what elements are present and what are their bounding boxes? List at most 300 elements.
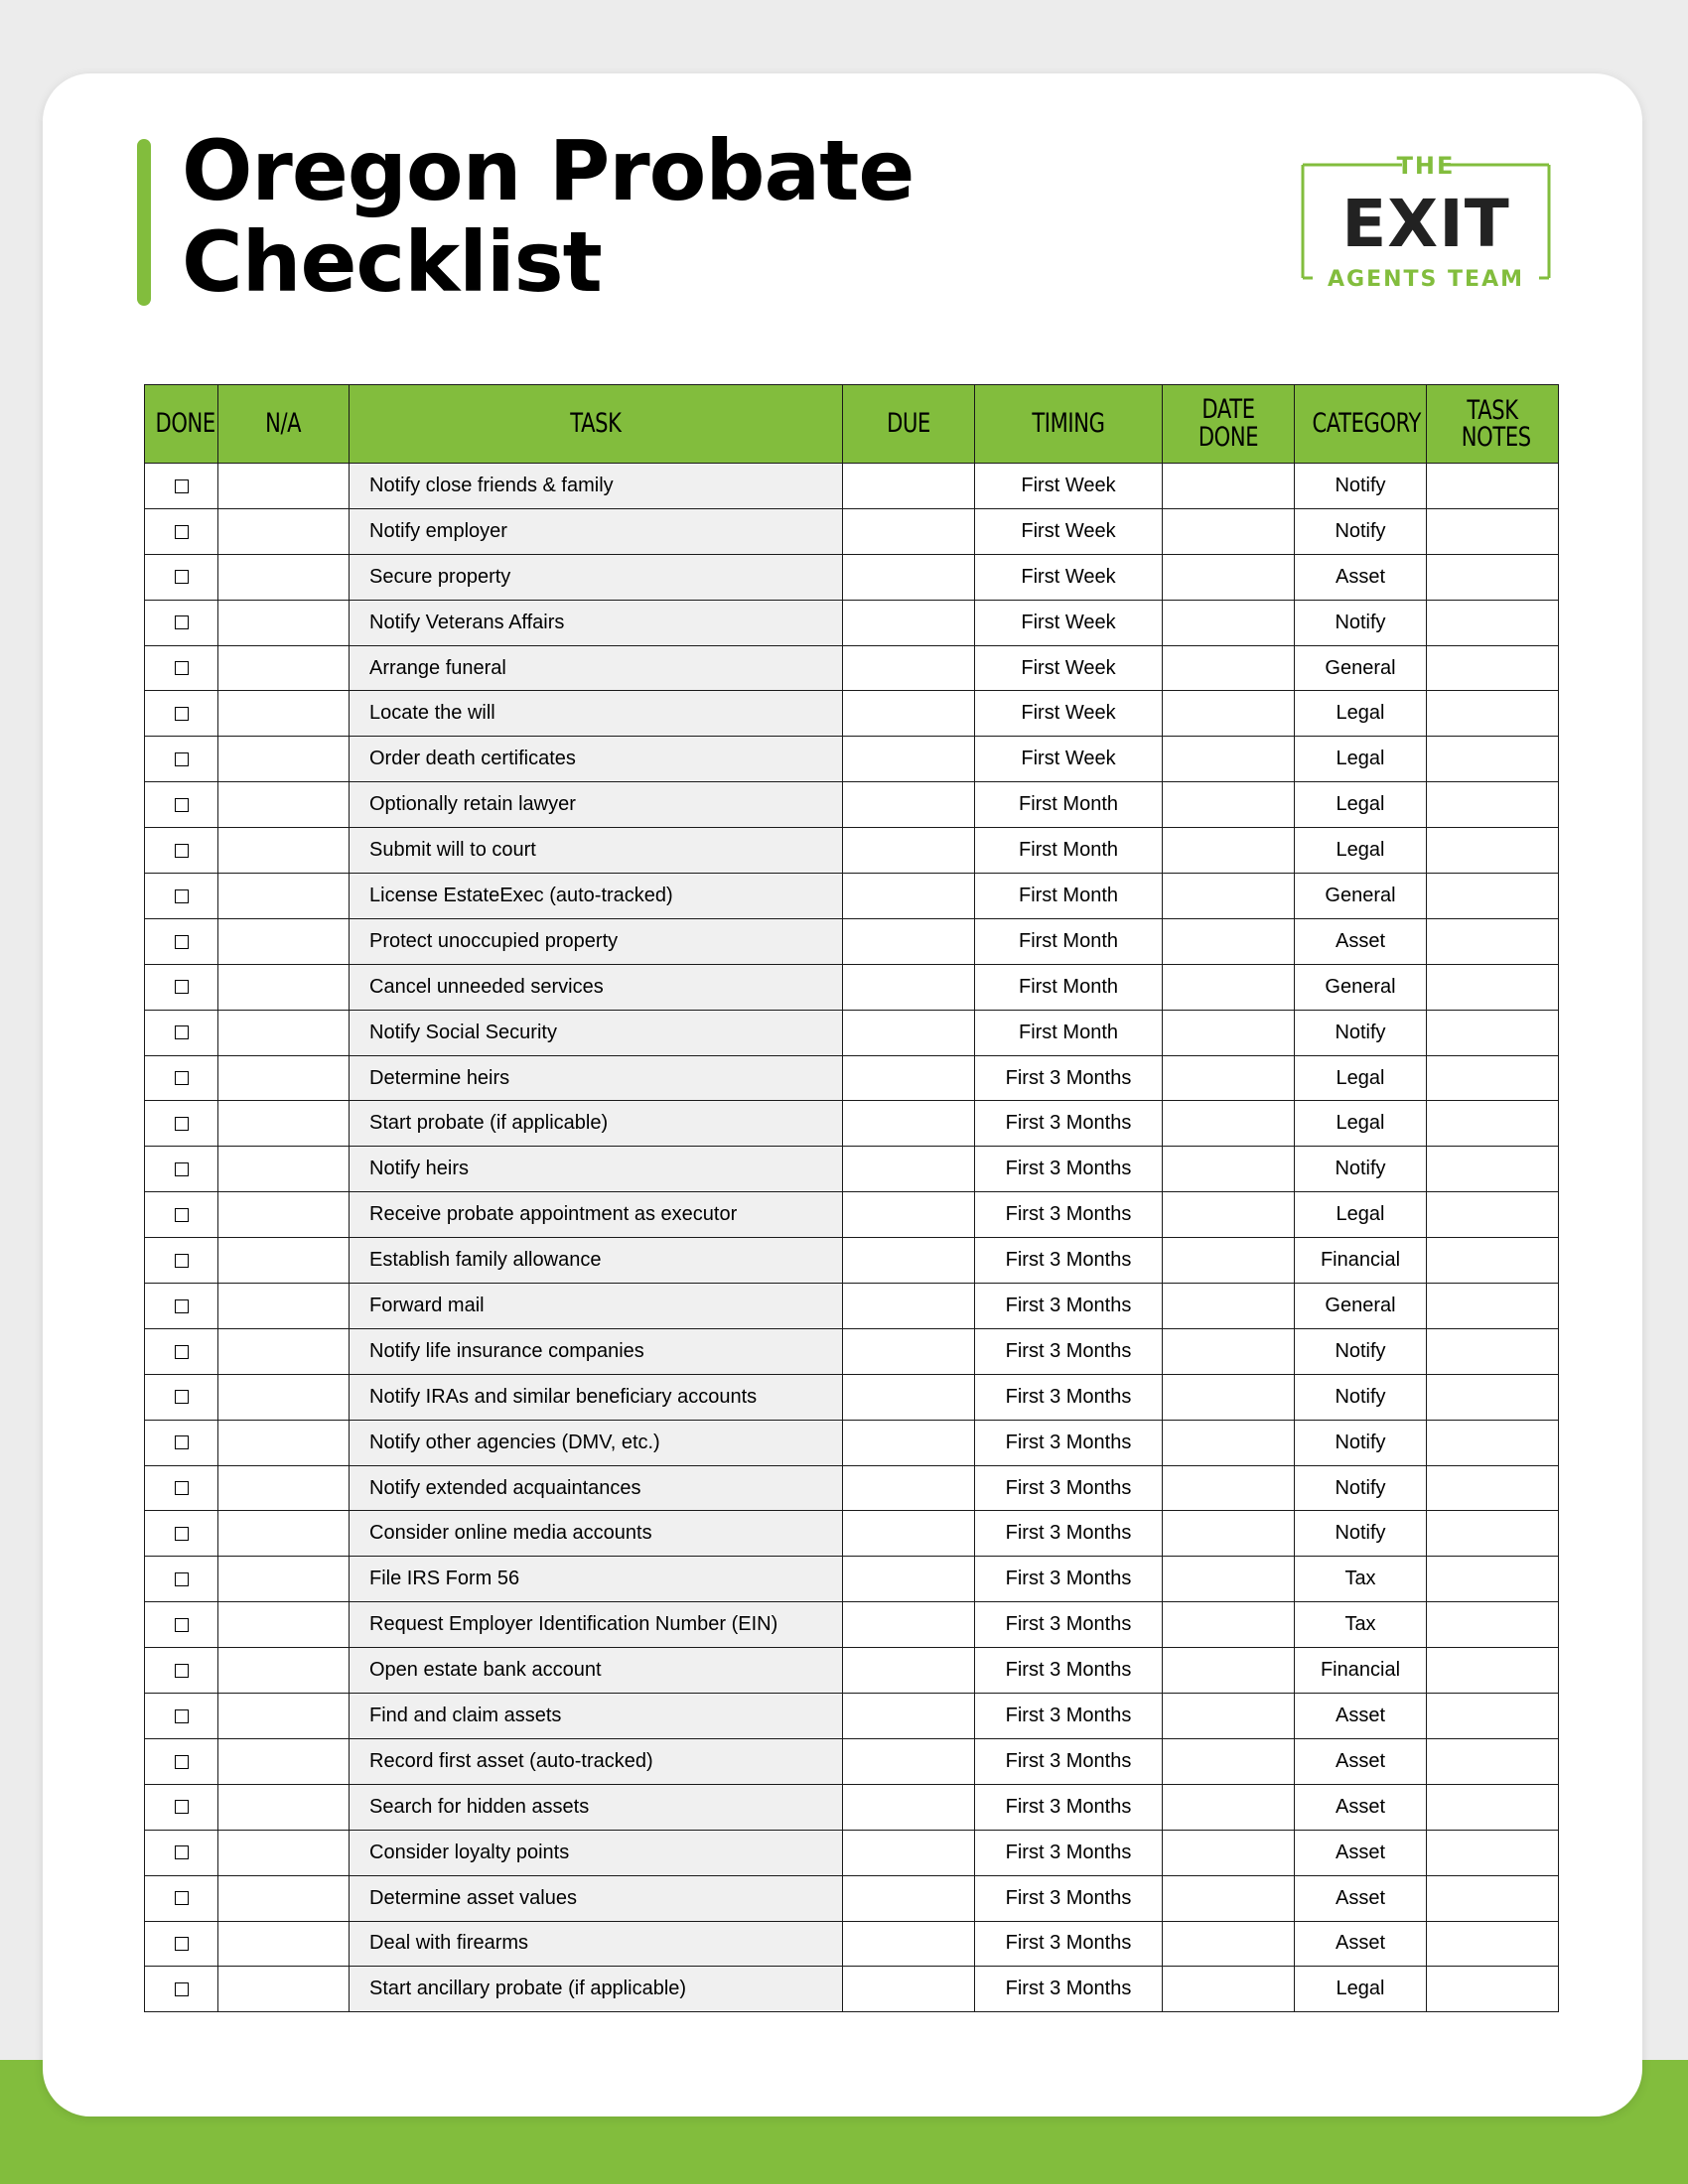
task-notes-cell[interactable] bbox=[1427, 1511, 1559, 1557]
category-cell: Tax bbox=[1295, 1557, 1427, 1602]
date-done-cell[interactable] bbox=[1163, 554, 1295, 600]
due-cell[interactable] bbox=[843, 918, 975, 964]
done-cell[interactable] bbox=[145, 1101, 218, 1147]
due-cell[interactable] bbox=[843, 1875, 975, 1921]
task-notes-cell[interactable] bbox=[1427, 1010, 1559, 1055]
probate-checklist-table bbox=[144, 384, 1559, 2012]
table-row bbox=[145, 1147, 1559, 1192]
na-cell[interactable] bbox=[218, 1238, 350, 1284]
table-row bbox=[145, 1738, 1559, 1784]
task-notes-cell[interactable] bbox=[1427, 1602, 1559, 1648]
done-cell[interactable] bbox=[145, 1010, 218, 1055]
na-cell[interactable] bbox=[218, 1192, 350, 1238]
done-cell[interactable] bbox=[145, 691, 218, 737]
due-cell[interactable] bbox=[843, 1010, 975, 1055]
due-cell[interactable] bbox=[843, 1192, 975, 1238]
due-cell[interactable] bbox=[843, 691, 975, 737]
timing-cell: First 3 Months bbox=[975, 1147, 1163, 1192]
category-cell: General bbox=[1295, 874, 1427, 919]
na-cell[interactable] bbox=[218, 1010, 350, 1055]
category-cell: Legal bbox=[1295, 691, 1427, 737]
timing-cell: First Month bbox=[975, 782, 1163, 828]
task-cell: Establish family allowance bbox=[350, 1238, 843, 1284]
na-cell[interactable] bbox=[218, 1921, 350, 1967]
due-cell[interactable] bbox=[843, 1738, 975, 1784]
na-cell[interactable] bbox=[218, 1284, 350, 1329]
na-cell[interactable] bbox=[218, 1465, 350, 1511]
date-done-cell[interactable] bbox=[1163, 1374, 1295, 1420]
na-cell[interactable] bbox=[218, 554, 350, 600]
task-notes-cell[interactable] bbox=[1427, 1784, 1559, 1830]
done-checkbox[interactable] bbox=[175, 1025, 189, 1039]
task-cell: Notify other agencies (DMV, etc.) bbox=[350, 1420, 843, 1465]
na-cell[interactable] bbox=[218, 918, 350, 964]
table-row bbox=[145, 1875, 1559, 1921]
done-cell[interactable] bbox=[145, 1284, 218, 1329]
task-cell: Order death certificates bbox=[350, 737, 843, 782]
table-row bbox=[145, 828, 1559, 874]
date-done-cell[interactable] bbox=[1163, 691, 1295, 737]
due-cell[interactable] bbox=[843, 1465, 975, 1511]
due-cell[interactable] bbox=[843, 1602, 975, 1648]
due-cell[interactable] bbox=[843, 782, 975, 828]
done-checkbox[interactable] bbox=[175, 479, 189, 493]
task-notes-cell[interactable] bbox=[1427, 645, 1559, 691]
done-checkbox[interactable] bbox=[175, 1208, 189, 1222]
done-cell[interactable] bbox=[145, 1420, 218, 1465]
done-checkbox[interactable] bbox=[175, 1481, 189, 1495]
done-checkbox[interactable] bbox=[175, 889, 189, 903]
timing-cell: First 3 Months bbox=[975, 1055, 1163, 1101]
date-done-cell[interactable] bbox=[1163, 1328, 1295, 1374]
na-cell[interactable] bbox=[218, 1738, 350, 1784]
done-checkbox[interactable] bbox=[175, 980, 189, 994]
task-notes-cell[interactable] bbox=[1427, 464, 1559, 509]
date-done-cell[interactable] bbox=[1163, 1784, 1295, 1830]
due-cell[interactable] bbox=[843, 1830, 975, 1875]
task-cell: Consider online media accounts bbox=[350, 1511, 843, 1557]
category-cell: Notify bbox=[1295, 1010, 1427, 1055]
done-cell[interactable] bbox=[145, 1192, 218, 1238]
date-done-cell[interactable] bbox=[1163, 782, 1295, 828]
task-notes-cell[interactable] bbox=[1427, 1284, 1559, 1329]
date-done-cell[interactable] bbox=[1163, 1192, 1295, 1238]
category-cell: Notify bbox=[1295, 600, 1427, 645]
done-cell[interactable] bbox=[145, 1875, 218, 1921]
done-checkbox[interactable] bbox=[175, 1982, 189, 1996]
table-row bbox=[145, 645, 1559, 691]
table-row bbox=[145, 1967, 1559, 2012]
due-cell[interactable] bbox=[843, 1374, 975, 1420]
na-cell[interactable] bbox=[218, 1511, 350, 1557]
task-cell: Notify IRAs and similar beneficiary accounts bbox=[350, 1374, 843, 1420]
done-cell[interactable] bbox=[145, 1328, 218, 1374]
table-row bbox=[145, 508, 1559, 554]
done-cell[interactable] bbox=[145, 600, 218, 645]
task-notes-cell[interactable] bbox=[1427, 964, 1559, 1010]
task-notes-cell[interactable] bbox=[1427, 874, 1559, 919]
due-cell[interactable] bbox=[843, 1147, 975, 1192]
timing-cell: First Month bbox=[975, 1010, 1163, 1055]
due-cell[interactable] bbox=[843, 1420, 975, 1465]
task-notes-cell[interactable] bbox=[1427, 1648, 1559, 1694]
na-cell[interactable] bbox=[218, 1374, 350, 1420]
done-checkbox[interactable] bbox=[175, 1345, 189, 1359]
done-cell[interactable] bbox=[145, 464, 218, 509]
task-cell: Arrange funeral bbox=[350, 645, 843, 691]
task-notes-cell[interactable] bbox=[1427, 1557, 1559, 1602]
column-header-date-done: DATE DONE bbox=[1163, 385, 1295, 464]
due-cell[interactable] bbox=[843, 1238, 975, 1284]
due-cell[interactable] bbox=[843, 1648, 975, 1694]
task-notes-cell[interactable] bbox=[1427, 1147, 1559, 1192]
na-cell[interactable] bbox=[218, 508, 350, 554]
done-checkbox[interactable] bbox=[175, 1572, 189, 1586]
task-notes-cell[interactable] bbox=[1427, 600, 1559, 645]
timing-cell: First 3 Months bbox=[975, 1465, 1163, 1511]
table-row bbox=[145, 1055, 1559, 1101]
na-cell[interactable] bbox=[218, 782, 350, 828]
table-row bbox=[145, 1648, 1559, 1694]
timing-cell: First 3 Months bbox=[975, 1192, 1163, 1238]
category-cell: Legal bbox=[1295, 1101, 1427, 1147]
category-cell: Tax bbox=[1295, 1602, 1427, 1648]
done-cell[interactable] bbox=[145, 874, 218, 919]
done-checkbox[interactable] bbox=[175, 1845, 189, 1859]
task-cell: Notify Social Security bbox=[350, 1010, 843, 1055]
task-cell: Consider loyalty points bbox=[350, 1830, 843, 1875]
done-cell[interactable] bbox=[145, 1694, 218, 1739]
task-notes-cell[interactable] bbox=[1427, 1374, 1559, 1420]
date-done-cell[interactable] bbox=[1163, 737, 1295, 782]
due-cell[interactable] bbox=[843, 600, 975, 645]
table-row bbox=[145, 918, 1559, 964]
date-done-cell[interactable] bbox=[1163, 1238, 1295, 1284]
task-cell: Notify Veterans Affairs bbox=[350, 600, 843, 645]
due-cell[interactable] bbox=[843, 1921, 975, 1967]
table-row bbox=[145, 1374, 1559, 1420]
due-cell[interactable] bbox=[843, 1784, 975, 1830]
category-cell: Asset bbox=[1295, 918, 1427, 964]
date-done-cell[interactable] bbox=[1163, 464, 1295, 509]
timing-cell: First Week bbox=[975, 691, 1163, 737]
column-header-done: DONE bbox=[145, 385, 218, 464]
date-done-cell[interactable] bbox=[1163, 1284, 1295, 1329]
due-cell[interactable] bbox=[843, 828, 975, 874]
task-cell: Optionally retain lawyer bbox=[350, 782, 843, 828]
task-notes-cell[interactable] bbox=[1427, 1420, 1559, 1465]
task-cell: Secure property bbox=[350, 554, 843, 600]
timing-cell: First Week bbox=[975, 554, 1163, 600]
date-done-cell[interactable] bbox=[1163, 1875, 1295, 1921]
done-cell[interactable] bbox=[145, 918, 218, 964]
table-row bbox=[145, 1921, 1559, 1967]
na-cell[interactable] bbox=[218, 1055, 350, 1101]
done-checkbox[interactable] bbox=[175, 525, 189, 539]
table-row bbox=[145, 600, 1559, 645]
category-cell: Legal bbox=[1295, 737, 1427, 782]
done-checkbox[interactable] bbox=[175, 1755, 189, 1769]
timing-cell: First 3 Months bbox=[975, 1967, 1163, 2012]
date-done-cell[interactable] bbox=[1163, 600, 1295, 645]
due-cell[interactable] bbox=[843, 1694, 975, 1739]
category-cell: Legal bbox=[1295, 828, 1427, 874]
done-checkbox[interactable] bbox=[175, 1527, 189, 1541]
done-cell[interactable] bbox=[145, 1967, 218, 2012]
done-cell[interactable] bbox=[145, 1374, 218, 1420]
task-cell: Deal with firearms bbox=[350, 1921, 843, 1967]
date-done-cell[interactable] bbox=[1163, 508, 1295, 554]
na-cell[interactable] bbox=[218, 1602, 350, 1648]
done-checkbox[interactable] bbox=[175, 661, 189, 675]
date-done-cell[interactable] bbox=[1163, 1602, 1295, 1648]
done-checkbox[interactable] bbox=[175, 1664, 189, 1678]
task-notes-cell[interactable] bbox=[1427, 828, 1559, 874]
na-cell[interactable] bbox=[218, 1967, 350, 2012]
na-cell[interactable] bbox=[218, 1694, 350, 1739]
task-notes-cell[interactable] bbox=[1427, 554, 1559, 600]
table-row bbox=[145, 1557, 1559, 1602]
table-row bbox=[145, 874, 1559, 919]
due-cell[interactable] bbox=[843, 1511, 975, 1557]
due-cell[interactable] bbox=[843, 737, 975, 782]
task-notes-cell[interactable] bbox=[1427, 782, 1559, 828]
task-cell: Submit will to court bbox=[350, 828, 843, 874]
table-row bbox=[145, 554, 1559, 600]
task-notes-cell[interactable] bbox=[1427, 1192, 1559, 1238]
na-cell[interactable] bbox=[218, 737, 350, 782]
table-row bbox=[145, 782, 1559, 828]
na-cell[interactable] bbox=[218, 1875, 350, 1921]
date-done-cell[interactable] bbox=[1163, 1921, 1295, 1967]
column-header-task-notes: TASK NOTES bbox=[1427, 385, 1559, 464]
due-cell[interactable] bbox=[843, 554, 975, 600]
done-checkbox[interactable] bbox=[175, 1709, 189, 1723]
task-notes-cell[interactable] bbox=[1427, 1238, 1559, 1284]
date-done-cell[interactable] bbox=[1163, 645, 1295, 691]
done-cell[interactable] bbox=[145, 828, 218, 874]
timing-cell: First Week bbox=[975, 508, 1163, 554]
table-row bbox=[145, 1602, 1559, 1648]
task-notes-cell[interactable] bbox=[1427, 1921, 1559, 1967]
date-done-cell[interactable] bbox=[1163, 1420, 1295, 1465]
na-cell[interactable] bbox=[218, 964, 350, 1010]
task-notes-cell[interactable] bbox=[1427, 737, 1559, 782]
done-checkbox[interactable] bbox=[175, 1254, 189, 1268]
timing-cell: First Month bbox=[975, 918, 1163, 964]
date-done-cell[interactable] bbox=[1163, 1694, 1295, 1739]
na-cell[interactable] bbox=[218, 464, 350, 509]
done-cell[interactable] bbox=[145, 1147, 218, 1192]
done-checkbox[interactable] bbox=[175, 1117, 189, 1131]
date-done-cell[interactable] bbox=[1163, 828, 1295, 874]
category-cell: General bbox=[1295, 964, 1427, 1010]
task-cell: Determine heirs bbox=[350, 1055, 843, 1101]
title-line-1: Oregon Probate bbox=[182, 122, 914, 219]
due-cell[interactable] bbox=[843, 1055, 975, 1101]
task-cell: Notify extended acquaintances bbox=[350, 1465, 843, 1511]
done-cell[interactable] bbox=[145, 1238, 218, 1284]
done-checkbox[interactable] bbox=[175, 707, 189, 721]
table-header-row bbox=[145, 385, 1559, 464]
done-cell[interactable] bbox=[145, 1511, 218, 1557]
task-cell: Notify close friends & family bbox=[350, 464, 843, 509]
date-done-cell[interactable] bbox=[1163, 1511, 1295, 1557]
na-cell[interactable] bbox=[218, 1101, 350, 1147]
page-title bbox=[182, 122, 914, 311]
na-cell[interactable] bbox=[218, 1784, 350, 1830]
done-cell[interactable] bbox=[145, 1830, 218, 1875]
category-cell: Legal bbox=[1295, 1967, 1427, 2012]
task-cell: Cancel unneeded services bbox=[350, 964, 843, 1010]
date-done-cell[interactable] bbox=[1163, 1055, 1295, 1101]
done-checkbox[interactable] bbox=[175, 1891, 189, 1905]
due-cell[interactable] bbox=[843, 508, 975, 554]
date-done-cell[interactable] bbox=[1163, 1738, 1295, 1784]
na-cell[interactable] bbox=[218, 691, 350, 737]
date-done-cell[interactable] bbox=[1163, 874, 1295, 919]
checklist-rows bbox=[145, 464, 1559, 2012]
timing-cell: First Week bbox=[975, 464, 1163, 509]
done-checkbox[interactable] bbox=[175, 570, 189, 584]
category-cell: Asset bbox=[1295, 554, 1427, 600]
logo-main-text: EXIT bbox=[1341, 186, 1510, 262]
task-cell: File IRS Form 56 bbox=[350, 1557, 843, 1602]
na-cell[interactable] bbox=[218, 1147, 350, 1192]
na-cell[interactable] bbox=[218, 828, 350, 874]
column-header-na: N/A bbox=[218, 385, 350, 464]
date-done-cell[interactable] bbox=[1163, 1830, 1295, 1875]
na-cell[interactable] bbox=[218, 1328, 350, 1374]
done-cell[interactable] bbox=[145, 508, 218, 554]
na-cell[interactable] bbox=[218, 1557, 350, 1602]
task-notes-cell[interactable] bbox=[1427, 1738, 1559, 1784]
done-checkbox[interactable] bbox=[175, 1618, 189, 1632]
table-row bbox=[145, 691, 1559, 737]
timing-cell: First 3 Months bbox=[975, 1374, 1163, 1420]
timing-cell: First Week bbox=[975, 645, 1163, 691]
done-cell[interactable] bbox=[145, 1055, 218, 1101]
done-checkbox[interactable] bbox=[175, 844, 189, 858]
task-notes-cell[interactable] bbox=[1427, 1328, 1559, 1374]
due-cell[interactable] bbox=[843, 1967, 975, 2012]
done-cell[interactable] bbox=[145, 964, 218, 1010]
timing-cell: First Month bbox=[975, 964, 1163, 1010]
timing-cell: First 3 Months bbox=[975, 1648, 1163, 1694]
category-cell: Legal bbox=[1295, 1055, 1427, 1101]
done-checkbox[interactable] bbox=[175, 1071, 189, 1085]
done-checkbox[interactable] bbox=[175, 1299, 189, 1313]
done-checkbox[interactable] bbox=[175, 615, 189, 629]
done-cell[interactable] bbox=[145, 1602, 218, 1648]
task-notes-cell[interactable] bbox=[1427, 1830, 1559, 1875]
due-cell[interactable] bbox=[843, 1328, 975, 1374]
task-cell: Locate the will bbox=[350, 691, 843, 737]
due-cell[interactable] bbox=[843, 874, 975, 919]
task-cell: Forward mail bbox=[350, 1284, 843, 1329]
task-cell: Notify employer bbox=[350, 508, 843, 554]
date-done-cell[interactable] bbox=[1163, 1648, 1295, 1694]
column-header-timing: TIMING bbox=[975, 385, 1163, 464]
table-row bbox=[145, 1192, 1559, 1238]
task-cell: Find and claim assets bbox=[350, 1694, 843, 1739]
due-cell[interactable] bbox=[843, 1284, 975, 1329]
done-checkbox[interactable] bbox=[175, 752, 189, 766]
category-cell: General bbox=[1295, 645, 1427, 691]
done-checkbox[interactable] bbox=[175, 1162, 189, 1176]
table-row bbox=[145, 737, 1559, 782]
task-notes-cell[interactable] bbox=[1427, 1055, 1559, 1101]
due-cell[interactable] bbox=[843, 464, 975, 509]
timing-cell: First 3 Months bbox=[975, 1101, 1163, 1147]
done-checkbox[interactable] bbox=[175, 1800, 189, 1814]
task-notes-cell[interactable] bbox=[1427, 1694, 1559, 1739]
category-cell: Asset bbox=[1295, 1738, 1427, 1784]
task-notes-cell[interactable] bbox=[1427, 1967, 1559, 2012]
done-cell[interactable] bbox=[145, 1738, 218, 1784]
done-cell[interactable] bbox=[145, 1784, 218, 1830]
na-cell[interactable] bbox=[218, 1830, 350, 1875]
na-cell[interactable] bbox=[218, 645, 350, 691]
due-cell[interactable] bbox=[843, 1101, 975, 1147]
date-done-cell[interactable] bbox=[1163, 964, 1295, 1010]
due-cell[interactable] bbox=[843, 1557, 975, 1602]
task-notes-cell[interactable] bbox=[1427, 508, 1559, 554]
date-done-cell[interactable] bbox=[1163, 1557, 1295, 1602]
task-notes-cell[interactable] bbox=[1427, 1101, 1559, 1147]
done-cell[interactable] bbox=[145, 1557, 218, 1602]
date-done-cell[interactable] bbox=[1163, 918, 1295, 964]
task-cell: Search for hidden assets bbox=[350, 1784, 843, 1830]
na-cell[interactable] bbox=[218, 874, 350, 919]
date-done-cell[interactable] bbox=[1163, 1101, 1295, 1147]
date-done-cell[interactable] bbox=[1163, 1465, 1295, 1511]
category-cell: Notify bbox=[1295, 1328, 1427, 1374]
date-done-cell[interactable] bbox=[1163, 1147, 1295, 1192]
done-checkbox[interactable] bbox=[175, 935, 189, 949]
done-checkbox[interactable] bbox=[175, 1937, 189, 1951]
done-cell[interactable] bbox=[145, 645, 218, 691]
na-cell[interactable] bbox=[218, 1648, 350, 1694]
due-cell[interactable] bbox=[843, 645, 975, 691]
task-cell: Request Employer Identification Number (EIN) bbox=[350, 1602, 843, 1648]
category-cell: Notify bbox=[1295, 1465, 1427, 1511]
done-cell[interactable] bbox=[145, 782, 218, 828]
table-row bbox=[145, 1784, 1559, 1830]
na-cell[interactable] bbox=[218, 1420, 350, 1465]
task-cell: Receive probate appointment as executor bbox=[350, 1192, 843, 1238]
task-notes-cell[interactable] bbox=[1427, 1875, 1559, 1921]
done-cell[interactable] bbox=[145, 737, 218, 782]
task-cell: Start ancillary probate (if applicable) bbox=[350, 1967, 843, 2012]
done-checkbox[interactable] bbox=[175, 798, 189, 812]
done-cell[interactable] bbox=[145, 554, 218, 600]
done-checkbox[interactable] bbox=[175, 1390, 189, 1404]
done-cell[interactable] bbox=[145, 1465, 218, 1511]
category-cell: Notify bbox=[1295, 1374, 1427, 1420]
date-done-cell[interactable] bbox=[1163, 1967, 1295, 2012]
task-notes-cell[interactable] bbox=[1427, 1465, 1559, 1511]
date-done-cell[interactable] bbox=[1163, 1010, 1295, 1055]
done-cell[interactable] bbox=[145, 1921, 218, 1967]
task-notes-cell[interactable] bbox=[1427, 918, 1559, 964]
done-checkbox[interactable] bbox=[175, 1435, 189, 1449]
table-row bbox=[145, 1238, 1559, 1284]
task-notes-cell[interactable] bbox=[1427, 691, 1559, 737]
na-cell[interactable] bbox=[218, 600, 350, 645]
due-cell[interactable] bbox=[843, 964, 975, 1010]
done-cell[interactable] bbox=[145, 1648, 218, 1694]
